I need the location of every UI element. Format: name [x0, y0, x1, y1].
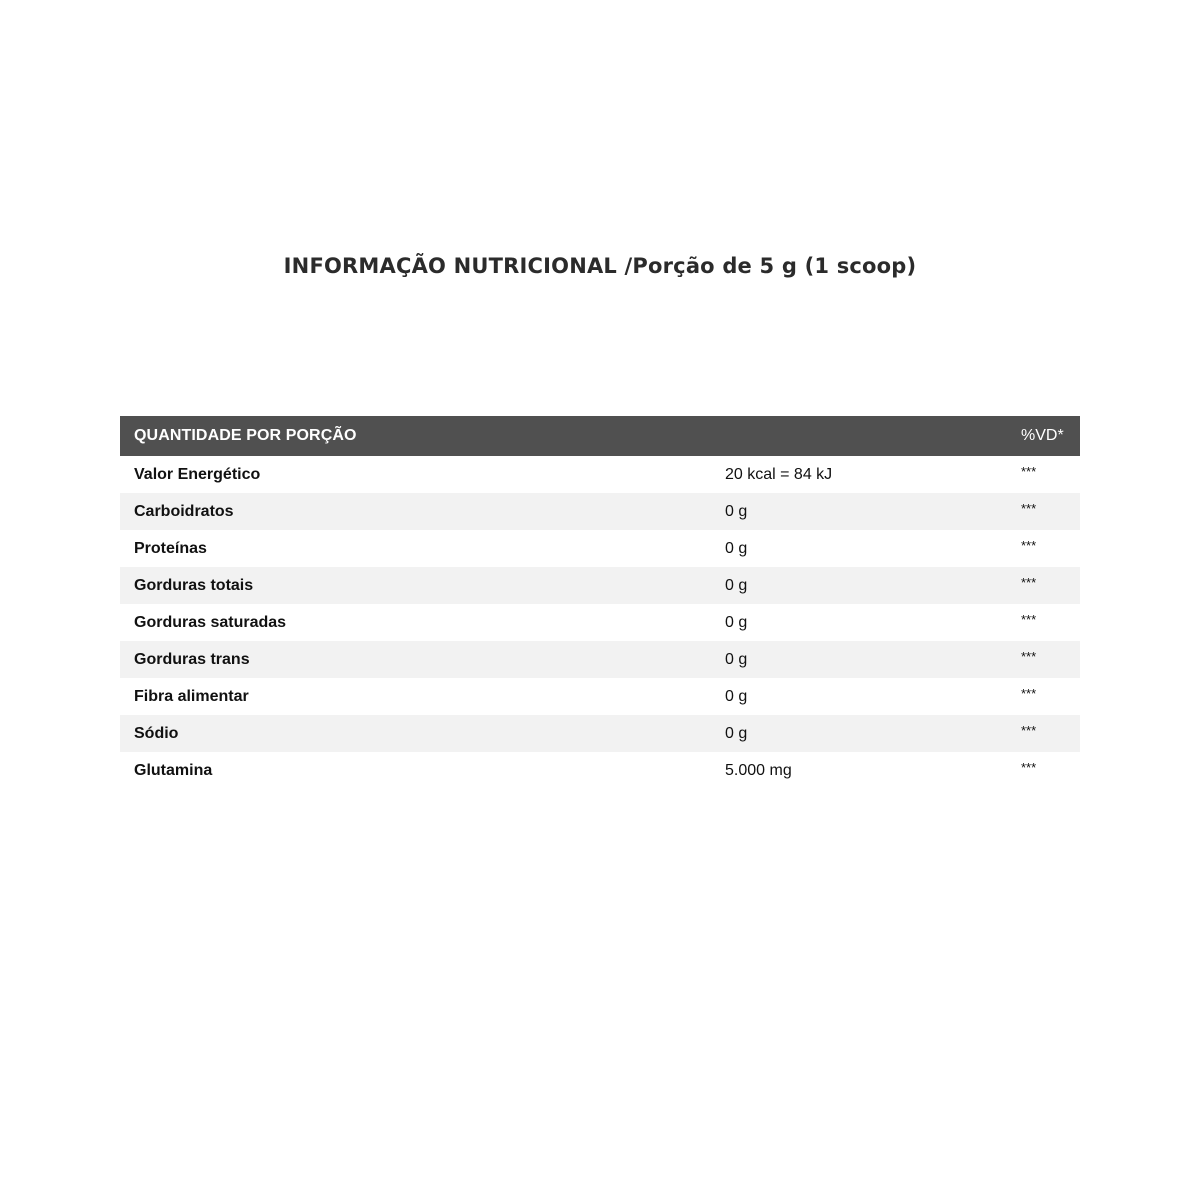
table-row [120, 604, 1080, 641]
nutrient-name: Gorduras saturadas [134, 614, 287, 631]
nutrient-amount: 0 g [725, 503, 748, 520]
nutrient-vd: *** [1021, 612, 1037, 627]
table-row [120, 752, 1080, 789]
nutrient-amount: 0 g [725, 651, 748, 668]
table-row [120, 530, 1080, 567]
nutrient-amount: 20 kcal = 84 kJ [725, 466, 833, 483]
table-row [120, 567, 1080, 604]
nutrient-name: Gorduras totais [134, 577, 254, 594]
table-row [120, 715, 1080, 752]
nutrient-amount: 0 g [725, 577, 748, 594]
nutrient-vd: *** [1021, 760, 1037, 775]
nutrient-name: Valor Energético [134, 466, 261, 483]
nutrient-amount: 0 g [725, 540, 748, 557]
page-title: INFORMAÇÃO NUTRICIONAL /Porção de 5 g (1 scoop) [283, 254, 917, 278]
table-body [120, 456, 1080, 789]
nutrition-table [120, 416, 1080, 789]
nutrient-vd: *** [1021, 575, 1037, 590]
nutrient-vd: *** [1021, 723, 1037, 738]
table-row [120, 456, 1080, 493]
header-vd-label: %VD* [1021, 427, 1064, 444]
table-row [120, 641, 1080, 678]
nutrient-name: Proteínas [134, 540, 207, 557]
nutrient-vd: *** [1021, 501, 1037, 516]
nutrient-name: Glutamina [134, 762, 213, 779]
header-quantity-label: QUANTIDADE POR PORÇÃO [134, 427, 357, 444]
nutrient-vd: *** [1021, 538, 1037, 553]
table-row [120, 493, 1080, 530]
table-header [120, 416, 1080, 456]
nutrient-name: Fibra alimentar [134, 688, 249, 705]
nutrient-vd: *** [1021, 464, 1037, 479]
nutrient-amount: 0 g [725, 725, 748, 742]
nutrient-name: Carboidratos [134, 503, 234, 520]
nutrient-vd: *** [1021, 649, 1037, 664]
table-row [120, 678, 1080, 715]
nutrient-name: Gorduras trans [134, 651, 250, 668]
nutrient-amount: 5.000 mg [725, 762, 792, 779]
nutrient-vd: *** [1021, 686, 1037, 701]
nutrient-name: Sódio [134, 725, 179, 742]
nutrient-amount: 0 g [725, 614, 748, 631]
nutrient-amount: 0 g [725, 688, 748, 705]
